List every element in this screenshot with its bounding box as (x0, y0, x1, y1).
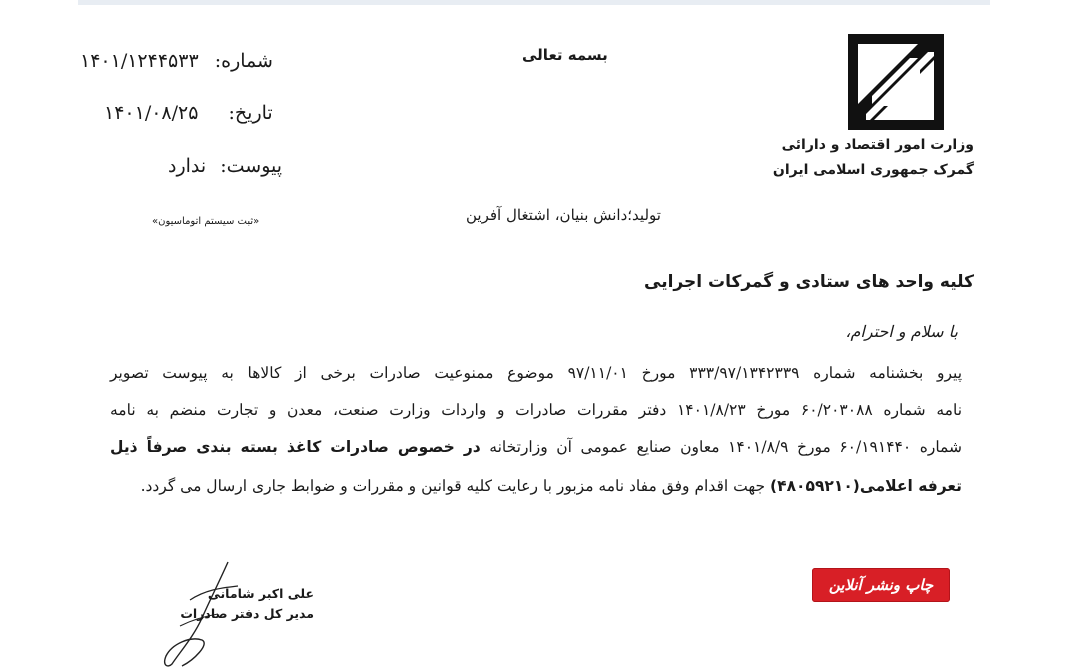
body-line-3: شماره ۶۰/۱۹۱۴۴۰ مورخ ۱۴۰۱/۸/۹ معاون صنایع عمومی آن وزارتخانه در خصوص صادرات کاغذ بسته بندی صرفاً ذیل (110, 438, 962, 456)
letter-attachment (168, 155, 282, 177)
date-value: ۱۴۰۱/۰۸/۲۵ (104, 102, 199, 124)
letter-number (80, 50, 273, 72)
number-label: شماره: (214, 50, 273, 72)
body-line-2: نامه شماره ۶۰/۲۰۳۰۸۸ مورخ ۱۴۰۱/۸/۲۳ دفتر مقررات صادرات و واردات وزارت صنعت، معدن و تجارت منضم به نامه (110, 401, 963, 419)
body-line-4: تعرفه اعلامی(۴۸۰۵۹۲۱۰) جهت اقدام وفق مفاد نامه مزبور با رعایت کلیه قوانین و مقررات و ضوابط جاری ارسال می گردد. (140, 477, 962, 495)
top-border (78, 0, 990, 5)
body-line-1: پیرو بخشنامه شماره ۳۳۳/۹۷/۱۳۴۲۳۳۹ مورخ ۹۷/۱۱/۰۱ موضوع ممنوعیت صادرات برخی از کالاها به پیوست تصویر (110, 364, 963, 382)
number-value: ۱۴۰۱/۱۲۴۴۵۳۳ (80, 50, 199, 72)
addressee: کلیه واحد های ستادی و گمرکات اجرایی (644, 272, 974, 292)
date-label: تاریخ: (228, 102, 273, 124)
customs-name: گمرک جمهوری اسلامی ایران (772, 162, 974, 178)
customs-logo-icon (848, 34, 944, 130)
slogan: تولید؛دانش بنیان، اشتغال آفرین (466, 206, 661, 224)
letter-date (104, 102, 273, 124)
greeting: با سلام و احترام، (845, 322, 958, 341)
signatory-title: مدیر کل دفتر صادرات (180, 606, 314, 621)
attachment-label: پیوست: (220, 155, 283, 177)
system-note: «ثبت سیستم اتوماسیون» (152, 216, 260, 227)
attachment-value: ندارد (168, 155, 207, 177)
invocation: بسمه تعالی (522, 46, 608, 64)
ministry-name: وزارت امور اقتصاد و دارائی (781, 137, 974, 153)
signatory-name: علی اکبر شامانی (207, 586, 314, 601)
watermark-logo: چاپ ونشر آنلاین (812, 568, 950, 602)
